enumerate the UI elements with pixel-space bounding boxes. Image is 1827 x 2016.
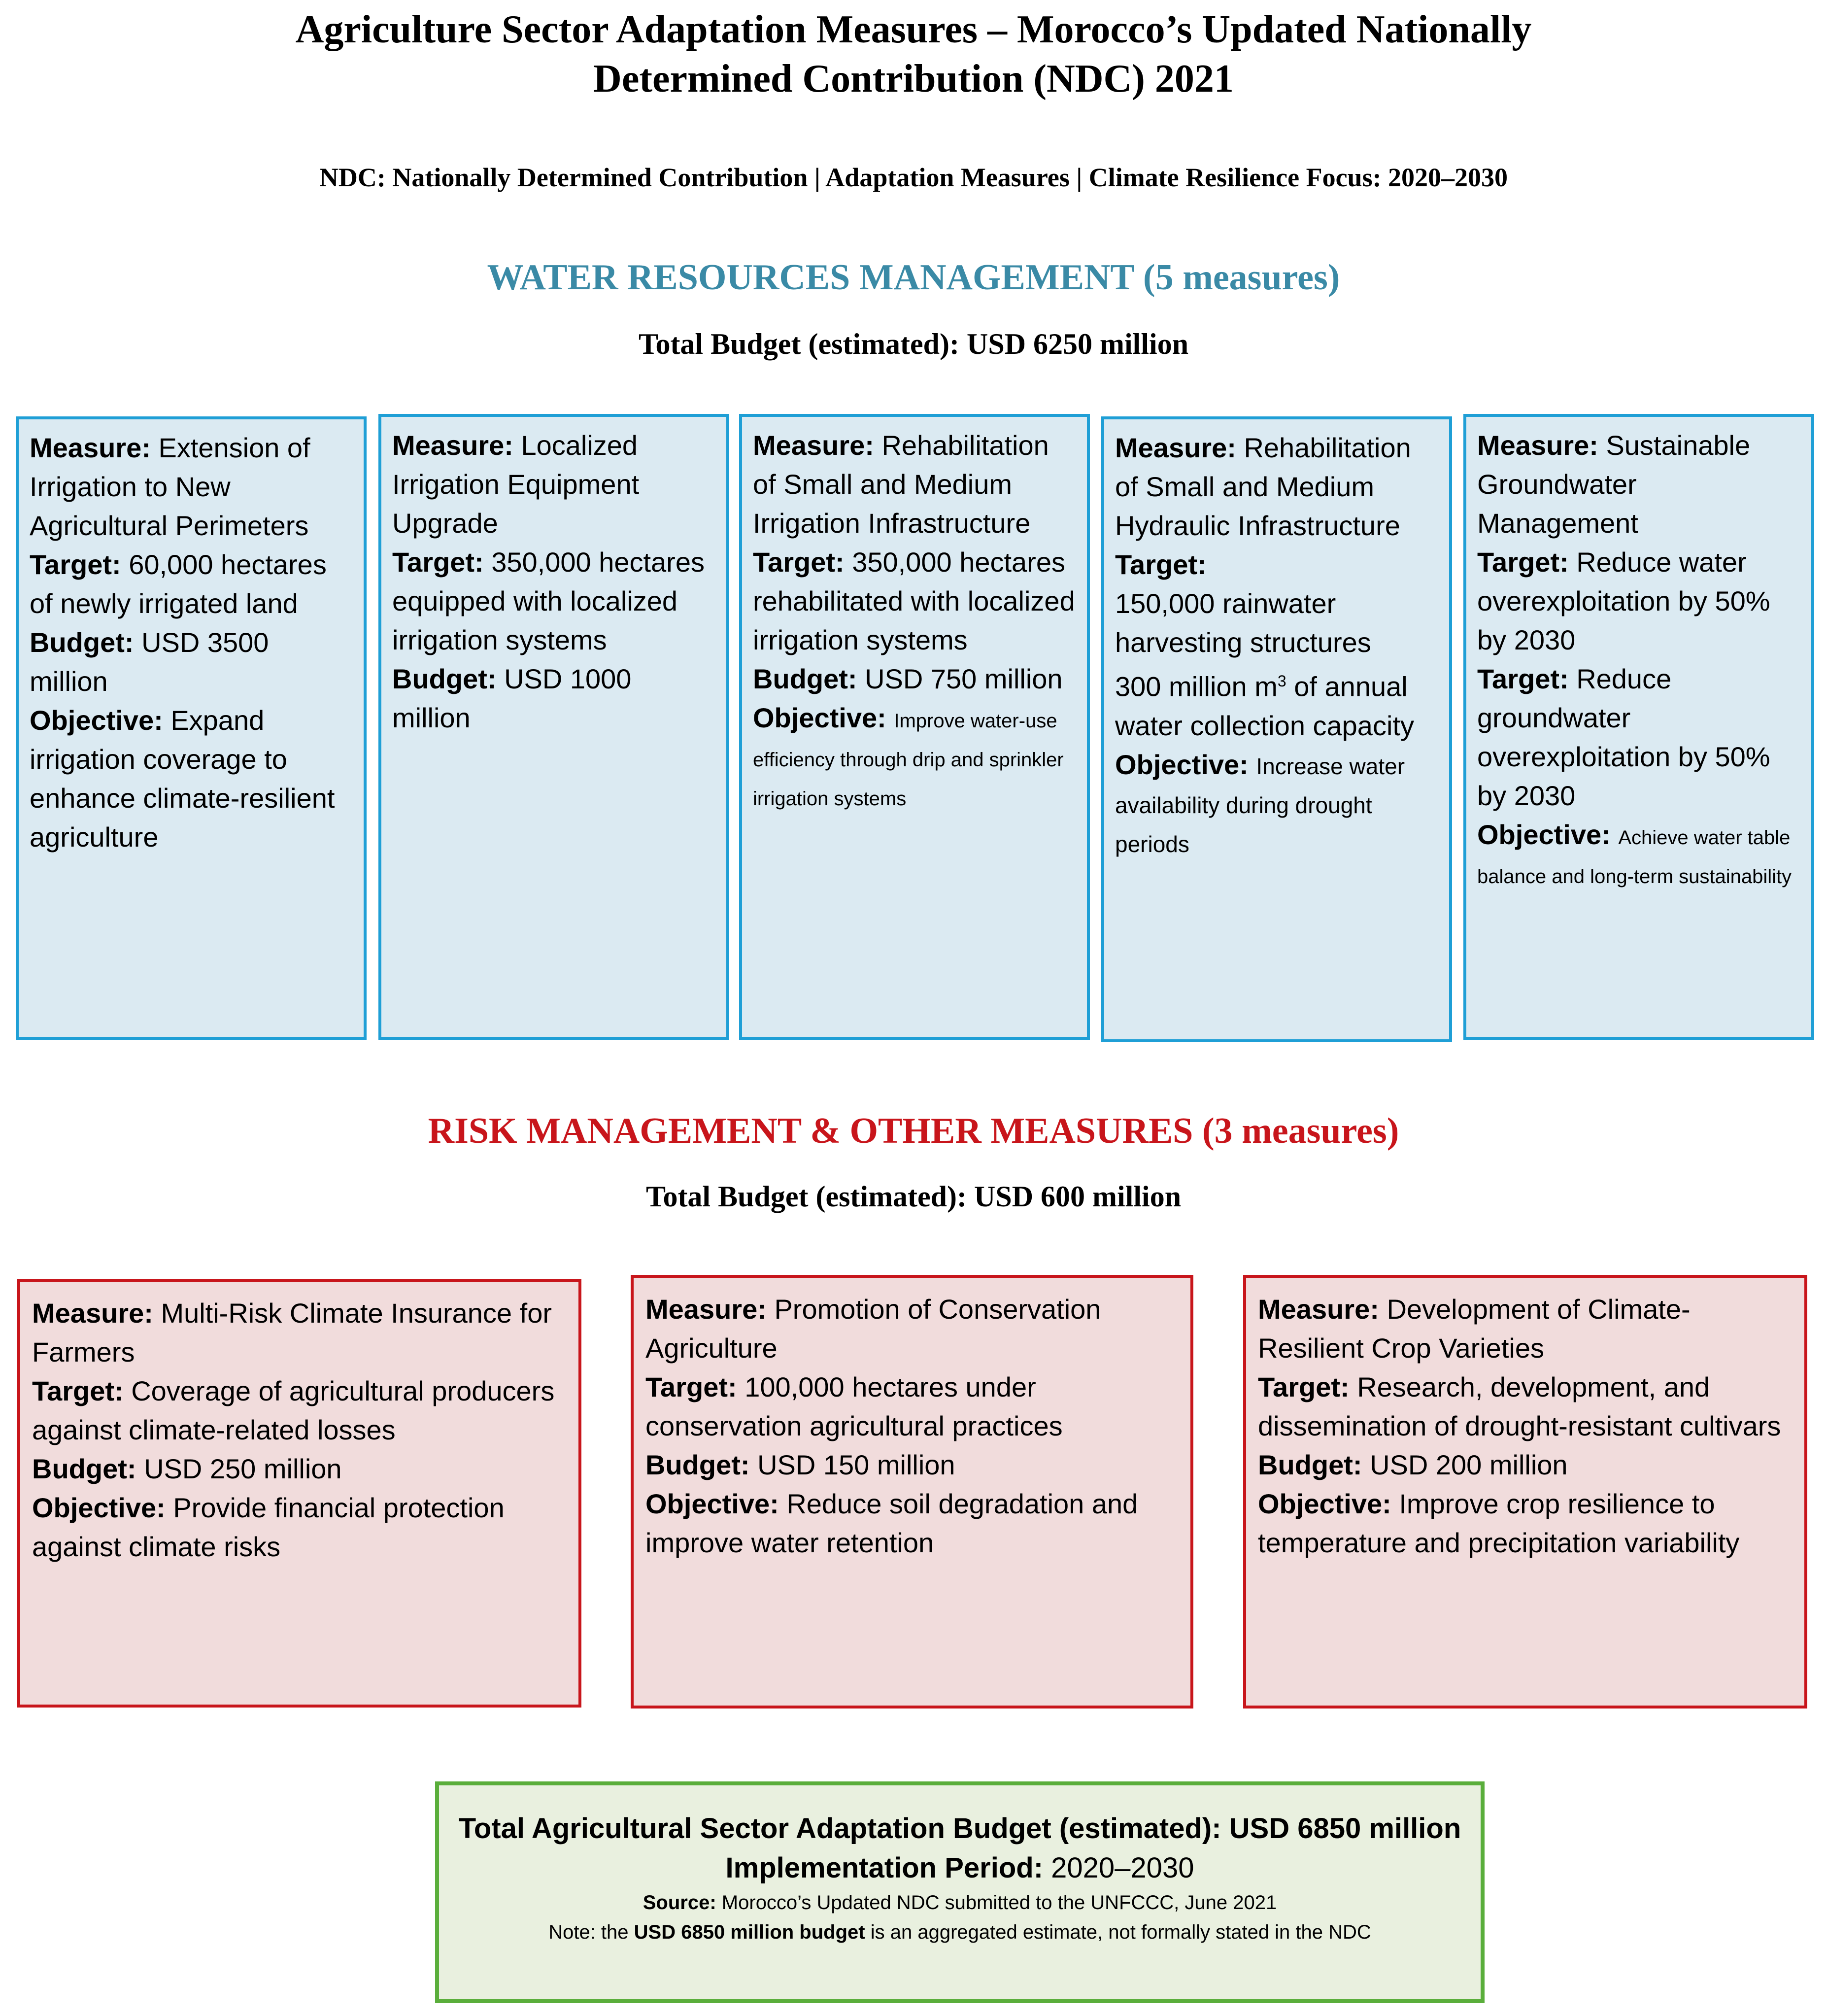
target-value: 350,000 hectares equipped with localized irrigation systems (392, 547, 705, 655)
target-label: Target: (1477, 547, 1569, 578)
note-suffix: is an aggregated estimate, not formally stated in the NDC (865, 1921, 1371, 1943)
target-line-2-rest: of annual water collection capacity (1115, 671, 1414, 741)
risk-measure-card (631, 1275, 1193, 1708)
target-label: Target: (1477, 663, 1569, 694)
budget-label: Budget: (1258, 1449, 1362, 1480)
target-value: 350,000 hectares rehabilitated with localized irrigation systems (753, 547, 1075, 655)
measure-label: Measure: (1115, 432, 1236, 463)
objective-value: Reduce soil degradation and improve water retention (645, 1488, 1138, 1558)
page-title-line-2: Determined Contribution (NDC) 2021 (593, 57, 1234, 101)
note-line (439, 1917, 1481, 1947)
source-value: Morocco’s Updated NDC submitted to the UNFCCC, June 2021 (716, 1892, 1277, 1913)
target-value: 100,000 hectares under conservation agricultural practices (645, 1371, 1063, 1441)
objective-value: Expand irrigation coverage to enhance climate-resilient agriculture (30, 705, 335, 853)
objective-value: Improve water-use efficiency through drip and sprinkler irrigation systems (753, 710, 1064, 810)
target-label: Target: (30, 549, 121, 580)
page-title (0, 5, 1827, 103)
budget-label: Budget: (32, 1453, 136, 1484)
water-section-total-budget: Total Budget (estimated): USD 6250 million (638, 328, 1189, 360)
budget-value: USD 250 million (144, 1453, 342, 1484)
page-subtitle: NDC: Nationally Determined Contribution | Adaptation Measures | Climate Resilience Focus: 2020–2030 (319, 163, 1508, 192)
measure-label: Measure: (645, 1294, 767, 1325)
measure-label: Measure: (30, 432, 151, 463)
water-measure-card (1101, 416, 1452, 1042)
source-line (439, 1888, 1481, 1917)
objective-value: Improve crop resilience to temperature and precipitation variability (1258, 1488, 1740, 1558)
target-value: Research, development, and dissemination of drought-resistant cultivars (1258, 1371, 1781, 1441)
water-measure-card (16, 416, 367, 1040)
target-line-2-text: 300 million m (1115, 671, 1278, 702)
measure-value: Extension of Irrigation to New Agricultural Perimeters (30, 432, 310, 541)
budget-value: USD 150 million (757, 1449, 955, 1480)
measure-value: Development of Climate-Resilient Crop Varieties (1258, 1294, 1691, 1364)
budget-value: USD 750 million (865, 663, 1063, 694)
measure-label: Measure: (32, 1298, 153, 1329)
objective-label: Objective: (32, 1492, 166, 1523)
period-label: Implementation Period: (725, 1852, 1044, 1884)
objective-value: Achieve water table balance and long-term sustainability (1477, 827, 1792, 888)
measure-label: Measure: (1477, 430, 1598, 461)
budget-label: Budget: (392, 663, 497, 694)
water-measure-card (378, 414, 729, 1040)
budget-label: Budget: (753, 663, 857, 694)
target-value-line-2 (1115, 662, 1438, 745)
target-label: Target: (1258, 1371, 1350, 1402)
period-value: 2020–2030 (1043, 1852, 1194, 1884)
total-budget-summary (435, 1781, 1485, 2003)
risk-section-heading: RISK MANAGEMENT & OTHER MEASURES (3 measures) (428, 1111, 1399, 1151)
objective-value: Provide financial protection against climate risks (32, 1492, 505, 1562)
objective-label: Objective: (645, 1488, 779, 1519)
measure-label: Measure: (392, 430, 513, 461)
page-title-line-1: Agriculture Sector Adaptation Measures – Morocco’s Updated Nationally (295, 8, 1532, 51)
target-value: 60,000 hectares of newly irrigated land (30, 549, 327, 619)
budget-label: Budget: (645, 1449, 750, 1480)
total-budget-line: Total Agricultural Sector Adaptation Budget (estimated): USD 6850 million (458, 1812, 1461, 1845)
measure-value: Rehabilitation of Small and Medium Hydraulic Infrastructure (1115, 432, 1411, 541)
measure-value: Localized Irrigation Equipment Upgrade (392, 430, 640, 539)
objective-label: Objective: (1258, 1488, 1391, 1519)
budget-value: USD 200 million (1370, 1449, 1568, 1480)
measure-value: Promotion of Conservation Agriculture (645, 1294, 1101, 1364)
objective-label: Objective: (1477, 819, 1611, 850)
note-prefix: Note: the (548, 1921, 634, 1943)
target-label: Target: (32, 1375, 124, 1406)
measure-value: Sustainable Groundwater Management (1477, 430, 1751, 539)
target-label: Target: (1115, 549, 1207, 580)
risk-measure-card (17, 1279, 581, 1708)
target-label: Target: (645, 1371, 737, 1402)
target-value: Reduce water overexploitation by 50% by 2030 (1477, 547, 1770, 655)
target-label: Target: (392, 547, 484, 578)
risk-measure-card (1243, 1275, 1807, 1708)
note-bold: USD 6850 million budget (634, 1921, 865, 1943)
water-measure-card (1463, 414, 1814, 1040)
implementation-period-line (439, 1848, 1481, 1888)
objective-value: Increase water availability during drought periods (1115, 753, 1405, 857)
budget-label: Budget: (30, 627, 134, 658)
water-measure-card (739, 414, 1090, 1040)
budget-value: USD 3500 million (30, 627, 269, 697)
measure-label: Measure: (1258, 1294, 1379, 1325)
source-label: Source: (643, 1892, 716, 1913)
risk-section-total-budget: Total Budget (estimated): USD 600 million (645, 1180, 1182, 1213)
target-label: Target: (753, 547, 845, 578)
objective-label: Objective: (753, 702, 886, 733)
cubic-superscript: 3 (1277, 672, 1286, 690)
target-value: Reduce groundwater overexploitation by 50% by 2030 (1477, 663, 1770, 811)
water-section-heading: WATER RESOURCES MANAGEMENT (5 measures) (487, 257, 1340, 298)
measure-value: Multi-Risk Climate Insurance for Farmers (32, 1298, 552, 1367)
budget-value: USD 1000 million (392, 663, 632, 733)
objective-label: Objective: (1115, 749, 1249, 780)
objective-label: Objective: (30, 705, 163, 736)
measure-label: Measure: (753, 430, 874, 461)
measure-value: Rehabilitation of Small and Medium Irrigation Infrastructure (753, 430, 1049, 539)
target-value: Coverage of agricultural producers against climate-related losses (32, 1375, 555, 1445)
target-value-line-1: 150,000 rainwater harvesting structures (1115, 588, 1371, 658)
